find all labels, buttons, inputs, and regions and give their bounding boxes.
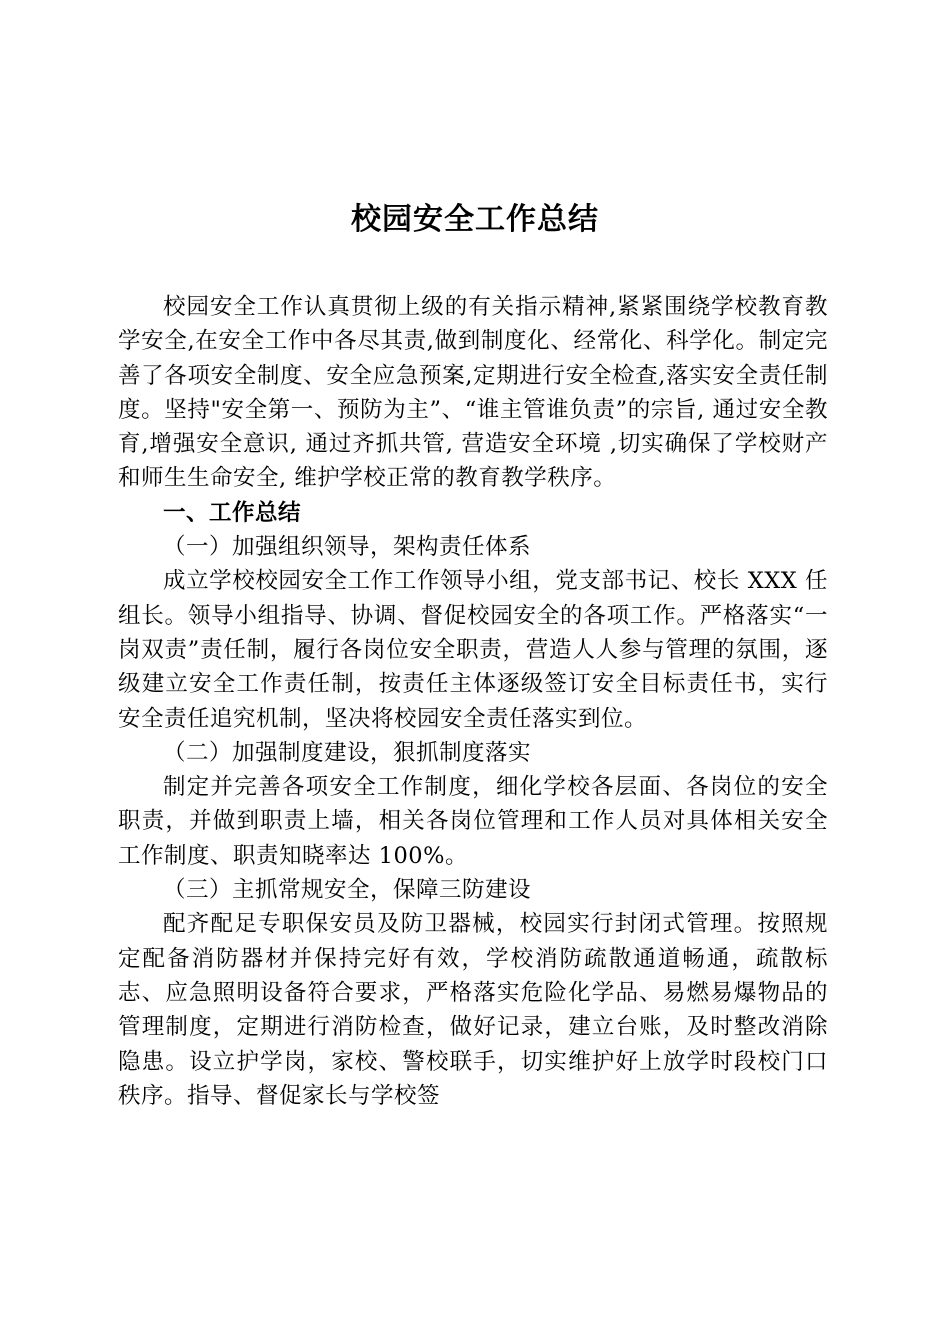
document-title: 校园安全工作总结 [351, 202, 599, 237]
subsection-heading-routine-safety: （三）主抓常规安全，保障三防建设 [163, 877, 532, 904]
subsection-heading-system-building: （二）加强制度建设，狠抓制度落实 [163, 739, 532, 766]
subsection-body-organization: 成立学校校园安全工作工作领导小组，党支部书记、校长 XXX 任组长。领导小组指导、协调、督促校园安全的各项工作。严格落实“一岗双责”责任制，履行各岗位安全职责，营造人人参与管理的氛围，逐级建立安全工作责任制，按责任主体逐级签订安全目标责任书，实行安全责任追究机制，坚决将校园安全责任落实到位。 [118, 568, 828, 732]
document-body [118, 290, 828, 1113]
intro-paragraph: 校园安全工作认真贯彻上级的有关指示精神,紧紧围绕学校教育教学安全,在安全工作中各尽其责,做到制度化、经常化、科学化。制定完善了各项安全制度、安全应急预案,定期进行安全检查,落实安全责任制度。坚持"安全第一、预防为主”、“谁主管谁负责”的宗旨, 通过安全教育,增强安全意识, 通过齐抓共管, 营造安全环境 ,切实确保了学校财产和师生生命安全, 维护学校正常的教育教学秩序。 [118, 294, 828, 492]
subsection-heading-organization: （一）加强组织领导，架构责任体系 [163, 534, 532, 561]
subsection-body-routine-safety: 配齐配足专职保安员及防卫器械，校园实行封闭式管理。按照规定配备消防器材并保持完好有效，学校消防疏散通道畅通，疏散标志、应急照明设备符合要求，严格落实危险化学品、易燃易爆物品的管理制度，定期进行消防检查，做好记录，建立台账，及时整改消除隐患。设立护学岗，家校、警校联手，切实维护好上放学时段校门口秩序。指导、督促家长与学校签 [118, 911, 828, 1109]
section-heading-work-summary: 一、工作总结 [163, 499, 302, 526]
subsection-body-system-building: 制定并完善各项安全工作制度，细化学校各层面、各岗位的安全职责，并做到职责上墙，相关各岗位管理和工作人员对具体相关安全工作制度、职责知晓率达 100%。 [118, 774, 828, 869]
